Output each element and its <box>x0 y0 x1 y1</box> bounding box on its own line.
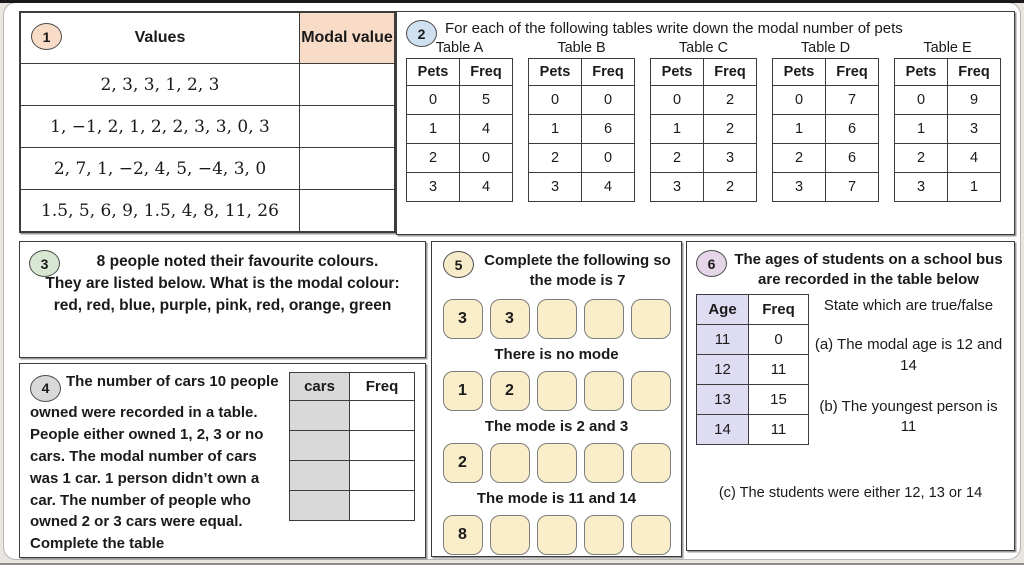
freq-cell: 7 <box>826 173 879 202</box>
question-4-content <box>20 364 425 555</box>
question-6-badge: 6 <box>696 250 727 277</box>
freq-header: Freq <box>826 59 879 86</box>
freq-answer-cell[interactable] <box>350 401 415 431</box>
statement-c: (c) The students were either 12, 13 or 14 <box>718 485 983 501</box>
freq-cell: 11 <box>749 355 809 385</box>
pets-cell: 3 <box>529 173 582 202</box>
true-false-note: State which are true/false <box>823 297 994 314</box>
question-6-title: The ages of students on a school bus are recorded in the table below <box>734 251 1003 288</box>
table-e-label: Table E <box>923 40 972 56</box>
question-4-badge: 4 <box>30 375 61 402</box>
freq-header: Freq <box>582 59 635 86</box>
answer-box[interactable] <box>537 443 577 483</box>
pets-cell: 0 <box>651 86 704 115</box>
cars-header: cars <box>290 373 350 401</box>
freq-header: Freq <box>460 59 513 86</box>
pets-cell: 1 <box>773 115 826 144</box>
table-a <box>406 58 513 202</box>
freq-header: Freq <box>704 59 757 86</box>
freq-header: Freq <box>749 295 809 325</box>
table-e-group <box>894 40 1001 202</box>
pets-cell: 2 <box>407 144 460 173</box>
modal-answer-cell[interactable] <box>300 106 395 148</box>
pets-cell: 3 <box>407 173 460 202</box>
freq-cell: 0 <box>749 325 809 355</box>
question-1-box <box>19 11 396 233</box>
answer-box[interactable] <box>584 515 624 555</box>
answer-box: 1 <box>443 371 483 411</box>
statement-a: (a) The modal age is 12 and 14 <box>814 336 1003 374</box>
statement-b: (b) The youngest person is 11 <box>819 397 998 435</box>
table-b-group <box>528 40 635 202</box>
age-table <box>696 294 809 445</box>
answer-box[interactable] <box>631 443 671 483</box>
pets-header: Pets <box>407 59 460 86</box>
answer-box: 3 <box>490 299 530 339</box>
freq-cell: 1 <box>948 173 1001 202</box>
modal-answer-cell[interactable] <box>300 64 395 106</box>
answer-box[interactable] <box>490 443 530 483</box>
pets-cell: 3 <box>773 173 826 202</box>
age-cell: 13 <box>697 385 749 415</box>
pets-cell: 1 <box>407 115 460 144</box>
question-3-badge: 3 <box>29 250 60 277</box>
worksheet-card <box>3 2 1021 560</box>
pets-cell: 0 <box>407 86 460 115</box>
question-3-line3: red, red, blue, purple, pink, red, orange, green <box>53 297 392 314</box>
question-6-box <box>686 241 1015 551</box>
freq-cell: 11 <box>749 415 809 445</box>
question-3-box <box>19 241 426 358</box>
pets-tables-row <box>397 37 1014 202</box>
question-4-text: The number of cars 10 people owned were recorded in a table. People either owned 1, 2, 3 or no cars. The modal number of cars was 1 car. 1 person didn’t own a car. The number of people who owned 2 or 3 cars were equal. Complete the table <box>30 373 279 553</box>
answer-row-2 <box>432 371 681 411</box>
freq-cell: 2 <box>704 173 757 202</box>
values-header-cell <box>21 13 300 64</box>
pets-cell: 2 <box>895 144 948 173</box>
age-cell: 12 <box>697 355 749 385</box>
pets-cell: 2 <box>651 144 704 173</box>
cars-answer-cell[interactable] <box>290 461 350 491</box>
freq-cell: 4 <box>582 173 635 202</box>
pets-cell: 0 <box>895 86 948 115</box>
pets-header: Pets <box>895 59 948 86</box>
question-6-side <box>809 294 1006 445</box>
age-cell: 11 <box>697 325 749 355</box>
freq-cell: 3 <box>948 115 1001 144</box>
answer-box[interactable] <box>631 515 671 555</box>
table-c <box>650 58 757 202</box>
answer-box: 3 <box>443 299 483 339</box>
modal-answer-cell[interactable] <box>300 148 395 190</box>
cars-table <box>289 372 415 521</box>
pets-cell: 1 <box>651 115 704 144</box>
table-d-group <box>772 40 879 202</box>
question-6-main <box>687 289 1014 445</box>
question-5-label-2: The mode is 2 and 3 <box>484 417 629 435</box>
answer-box[interactable] <box>584 371 624 411</box>
freq-cell: 2 <box>704 115 757 144</box>
freq-cell: 9 <box>948 86 1001 115</box>
cars-answer-cell[interactable] <box>290 431 350 461</box>
pets-cell: 3 <box>895 173 948 202</box>
values-cell: 1, −1, 2, 1, 2, 2, 3, 3, 0, 3 <box>21 106 300 148</box>
age-cell: 14 <box>697 415 749 445</box>
cars-answer-cell[interactable] <box>290 491 350 521</box>
question-3-line1: 8 people noted their favourite colours. <box>96 253 379 270</box>
freq-cell: 6 <box>826 144 879 173</box>
table-row <box>21 148 395 190</box>
freq-cell: 6 <box>582 115 635 144</box>
answer-box[interactable] <box>584 443 624 483</box>
freq-cell: 4 <box>460 115 513 144</box>
freq-header: Freq <box>948 59 1001 86</box>
pets-header: Pets <box>773 59 826 86</box>
answer-box[interactable] <box>537 371 577 411</box>
pets-cell: 0 <box>529 86 582 115</box>
values-cell: 1.5, 5, 6, 9, 1.5, 4, 8, 11, 26 <box>21 190 300 232</box>
pets-cell: 2 <box>773 144 826 173</box>
question-2-title: For each of the following tables write down the modal number of pets <box>445 20 903 37</box>
question-2-badge: 2 <box>406 20 437 47</box>
freq-cell: 15 <box>749 385 809 415</box>
table-c-group <box>650 40 757 202</box>
answer-box[interactable] <box>490 515 530 555</box>
modal-value-header-cell: Modal value <box>300 13 395 64</box>
table-d-label: Table D <box>800 40 851 56</box>
pets-cell: 1 <box>529 115 582 144</box>
question-2-box <box>396 11 1015 235</box>
freq-cell: 7 <box>826 86 879 115</box>
table-c-label: Table C <box>678 40 729 56</box>
freq-answer-cell[interactable] <box>350 461 415 491</box>
table-row <box>21 64 395 106</box>
table-a-group <box>406 40 513 202</box>
pets-cell: 1 <box>895 115 948 144</box>
freq-cell: 4 <box>948 144 1001 173</box>
question-5-header <box>432 242 681 291</box>
answer-box: 2 <box>443 443 483 483</box>
question-5-title: Complete the following so the mode is 7 <box>484 252 671 289</box>
values-cell: 2, 3, 3, 1, 2, 3 <box>21 64 300 106</box>
question-2-header <box>397 12 1014 42</box>
values-header-label: Values <box>134 29 186 46</box>
freq-answer-cell[interactable] <box>350 431 415 461</box>
question-6-header <box>687 242 1014 289</box>
answer-box[interactable] <box>537 299 577 339</box>
table-a-label: Table A <box>435 40 484 56</box>
table-b <box>528 58 635 202</box>
question-5-box <box>431 241 682 557</box>
question-5-badge: 5 <box>443 251 474 278</box>
freq-cell: 0 <box>582 86 635 115</box>
pets-header: Pets <box>651 59 704 86</box>
table-row <box>21 106 395 148</box>
freq-cell: 0 <box>582 144 635 173</box>
answer-box[interactable] <box>631 299 671 339</box>
pets-cell: 2 <box>529 144 582 173</box>
answer-box[interactable] <box>537 515 577 555</box>
freq-cell: 5 <box>460 86 513 115</box>
modal-answer-cell[interactable] <box>300 190 395 232</box>
question-1-badge: 1 <box>31 23 62 50</box>
question-5-label-1: There is no mode <box>494 345 619 363</box>
table-e <box>894 58 1001 202</box>
values-table <box>20 12 395 232</box>
question-4-box <box>19 363 426 558</box>
answer-box: 8 <box>443 515 483 555</box>
freq-cell: 4 <box>460 173 513 202</box>
values-cell: 2, 7, 1, −2, 4, 5, −4, 3, 0 <box>21 148 300 190</box>
age-header: Age <box>697 295 749 325</box>
question-3-line2: They are listed below. What is the modal colour: <box>45 275 400 292</box>
pets-cell: 3 <box>651 173 704 202</box>
answer-row-1 <box>432 299 681 339</box>
screenshot-top-edge <box>0 0 1024 3</box>
question-5-label-3: The mode is 11 and 14 <box>476 489 637 507</box>
freq-cell: 3 <box>704 144 757 173</box>
answer-box[interactable] <box>584 299 624 339</box>
freq-header: Freq <box>350 373 415 401</box>
pets-header: Pets <box>529 59 582 86</box>
freq-cell: 6 <box>826 115 879 144</box>
answer-row-3 <box>432 443 681 483</box>
answer-box[interactable] <box>631 371 671 411</box>
table-row <box>21 190 395 232</box>
freq-answer-cell[interactable] <box>350 491 415 521</box>
freq-cell: 0 <box>460 144 513 173</box>
pets-cell: 0 <box>773 86 826 115</box>
answer-box: 2 <box>490 371 530 411</box>
answer-row-4 <box>432 515 681 555</box>
freq-cell: 2 <box>704 86 757 115</box>
table-d <box>772 58 879 202</box>
cars-answer-cell[interactable] <box>290 401 350 431</box>
table-b-label: Table B <box>557 40 606 56</box>
question-3-text <box>20 242 425 317</box>
